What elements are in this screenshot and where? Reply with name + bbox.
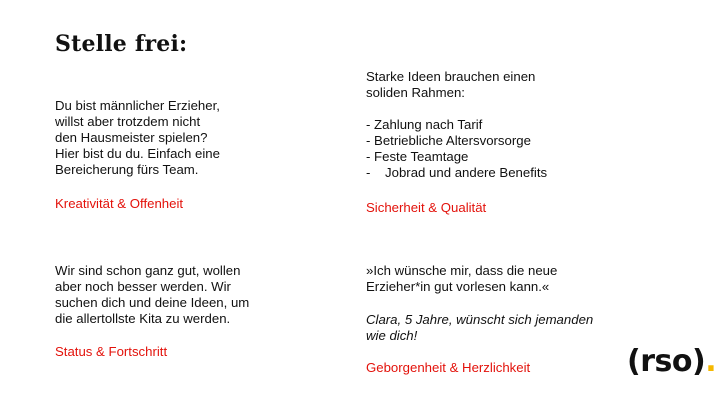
logo-text: (rso) — [627, 344, 706, 379]
tag-kreativitaet: Kreativität & Offenheit — [55, 196, 184, 211]
text-line: Bereicherung fürs Team. — [55, 162, 199, 177]
benefit-item: - Zahlung nach Tarif — [366, 117, 483, 132]
tag-geborgenheit: Geborgenheit & Herzlichkeit — [366, 360, 531, 375]
text-line: Hier bist du du. Einfach eine — [55, 146, 220, 161]
attribution-line: Clara, 5 Jahre, wünscht sich jemanden — [366, 312, 594, 327]
text-line: Du bist männlicher Erzieher, — [55, 98, 220, 113]
text-block-male-educator — [55, 98, 220, 178]
text-line: suchen dich und deine Ideen, um — [55, 295, 250, 310]
text-line: aber noch besser werden. Wir — [55, 279, 231, 294]
text-line: den Hausmeister spielen? — [55, 130, 208, 145]
text-line: Wir sind schon ganz gut, wollen — [55, 263, 241, 278]
logo-dot: . — [705, 344, 717, 379]
slide-title: Stelle frei: — [55, 31, 188, 57]
attribution-line: wie dich! — [366, 328, 418, 343]
text-block-growth — [55, 263, 249, 327]
text-block-quote — [366, 263, 557, 295]
quote-line: »Ich wünsche mir, dass die neue — [366, 263, 558, 278]
quote-attribution — [366, 312, 593, 344]
benefit-item: - Betriebliche Altersvorsorge — [366, 133, 531, 148]
quote-line: Erzieher*in gut vorlesen kann.« — [366, 279, 550, 294]
tag-sicherheit: Sicherheit & Qualität — [366, 200, 487, 215]
rso-logo — [627, 344, 716, 380]
text-line: Starke Ideen brauchen einen — [366, 69, 536, 84]
tag-status: Status & Fortschritt — [55, 344, 168, 359]
benefit-item: - Feste Teamtage — [366, 149, 469, 164]
text-block-benefits — [366, 69, 547, 181]
benefit-item: - Jobrad und andere Benefits — [366, 165, 548, 180]
text-line — [366, 101, 547, 117]
text-line: willst aber trotzdem nicht — [55, 114, 201, 129]
text-line: soliden Rahmen: — [366, 85, 465, 100]
text-line: die allertollste Kita zu werden. — [55, 311, 231, 326]
